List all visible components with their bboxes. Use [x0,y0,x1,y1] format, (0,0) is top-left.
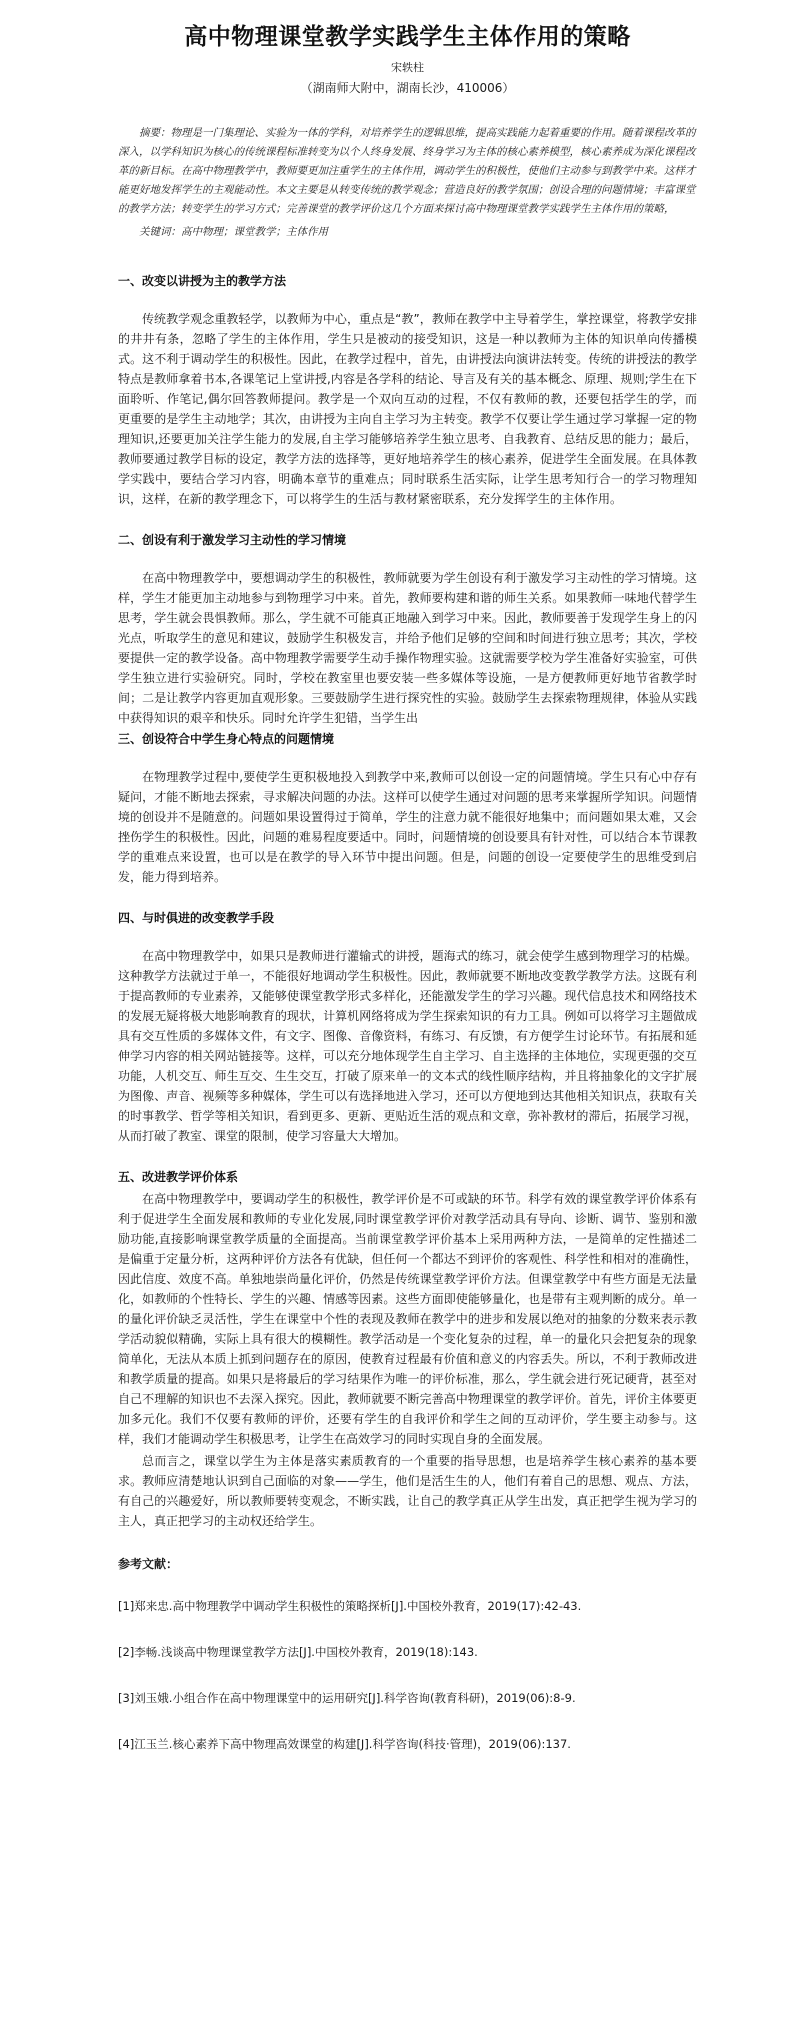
conclusion-paragraph: 总而言之，课堂以学生为主体是落实素质教育的一个重要的指导思想，也是培养学生核心素养的基本要求。教师应清楚地认识到自己面临的对象——学生，他们是活生生的人，他们有着自己的思想、观点、方法，有自己的兴趣爱好，所以教师要转变观念，不断实践，让自己的教学真正从学生出发，真正把学生视为学习的主人，真正把学习的主动权还给学生。 [118,1454,697,1528]
section-heading-4: 四、与时俱进的改变教学手段 [118,911,275,925]
section-3-paragraph: 在物理教学过程中,要使学生更积极地投入到教学中来,教师可以创设一定的问题情境。学生只有心中存有疑问，才能不断地去探索，寻求解决问题的办法。这样可以使学生通过对问题的思考来掌握所学知识。问题情境的创设并不是随意的。问题如果设置得过于简单，学生的注意力就不能很好地集中；而问题如果太难，又会挫伤学生的积极性。因此，问题的难易程度要适中。同时，问题情境的创设要具有针对性，可以结合本节课教学的重难点来设置，也可以是在教学的导入环节中提出问题。但是，问题的创设一定要使学生的思维受到启发，能力得到培养。 [118,770,697,884]
reference-item: [2]李畅.浅谈高中物理课堂教学方法[J].中国校外教育，2019(18):143. [118,1645,478,1659]
author-name: 宋轶柱 [391,61,424,74]
paper-title: 高中物理课堂教学实践学生主体作用的策略 [184,23,631,50]
section-5-paragraph: 在高中物理教学中，要调动学生的积极性，教学评价是不可或缺的环节。科学有效的课堂教学评价体系有利于促进学生全面发展和教师的专业化发展,同时课堂教学评价对教学活动具有导向、诊断、调节、鉴别和激励功能,直接影响课堂教学质量的全面提高。当前课堂教学评价基本上采用两种方法，一是简单的定性描述二是偏重于定量分析，这两种评价方法各有优缺，但任何一个都达不到评价的客观性、科学性和相对的准确性，因此信度、效度不高。单独地崇尚量化评价，仍然是传统课堂教学评价方法。但课堂教学中有些方面是无法量化，如教师的个性特长、学生的兴趣、情感等因素。这些方面即使能够量化，也是带有主观判断的成分。单一的量化评价缺乏灵活性，学生在课堂中个性的表现及教师在教学中的进步和发展以绝对的抽象的分数来表示教学活动貌似精确，实际上具有很大的模糊性。教学活动是一个变化复杂的过程，单一的量化只会把复杂的现象简单化，无法从本质上抓到问题存在的原因，使教育过程最有价值和意义的内容丢失。所以，不利于教师改进和教学质量的提高。如果只是将最后的学习结果作为唯一的评价标准，那么，学生就会进行死记硬背，甚至对自己不理解的知识也不去深入探究。因此，教师就要不断完善高中物理课堂的教学评价。首先，评价主体要更加多元化。我们不仅要有教师的评价，还要有学生的自我评价和学生之间的互动评价，学生要主动参与。这样，我们才能调动学生积极思考，让学生在高效学习的同时实现自身的全面发展。 [118,1192,697,1446]
reference-item: [4]江玉兰.核心素养下高中物理高效课堂的构建[J].科学咨询(科技·管理)，2019(06):137. [118,1737,571,1751]
section-1-paragraph: 传统教学观念重教轻学，以教师为中心，重点是“教”，教师在教学中主导着学生，掌控课堂，将教学安排的井井有条，忽略了学生的主体作用，学生只是被动的接受知识，这是一种以教师为主体的知识单向传播模式。这不利于调动学生的积极性。因此，在教学过程中，首先，由讲授法向演讲法转变。传统的讲授法的教学特点是教师拿着书本,各课笔记上堂讲授,内容是各学科的结论、导言及有关的基本概念、原理、规则;学生在下面聆听、作笔记,偶尔回答教师提问。教学是一个双向互动的过程，不仅有教师的教，还要包括学生的学，而更重要的是学生主动地学；其次，由讲授为主向自主学习为主转变。教学不仅要让学生通过学习掌握一定的物理知识,还要更加关注学生能力的发展,自主学习能够培养学生独立思考、自我教育、总结反思的能力；最后，教师要通过教学目标的设定，教学方法的选择等，更好地培养学生的核心素养，促进学生全面发展。在具体教学实践中，要结合学习内容，明确本章节的重难点；同时联系生活实际，让学生思考知行合一的学习物理知识，这样，在新的教学理念下，可以将学生的生活与教材紧密联系，充分发挥学生的主体作用。 [118,312,697,506]
section-heading-2: 二、创设有利于激发学习主动性的学习情境 [118,533,347,547]
abstract: 摘要：物理是一门集理论、实验为一体的学科，对培养学生的逻辑思维，提高实践能力起着重要的作用。随着课程改革的深入，以学科知识为核心的传统课程标准转变为以个人终身发展、终身学习为主体的核心素养模型，核心素养成为深化课程改革的新目标。在高中物理教学中，教师要更加注重学生的主体作用，调动学生的积极性，使他们主动参与到教学中来。这样才能更好地发挥学生的主观能动性。本文主要是从转变传统的教学观念；营造良好的教学氛围；创设合理的问题情境；丰富课堂的教学方法；转变学生的学习方式；完善课堂的教学评价这几个方面来探讨高中物理课堂教学实践学生主体作用的策略， [118,127,696,215]
section-heading-1: 一、改变以讲授为主的教学方法 [118,274,287,288]
references-heading: 参考文献： [118,1557,179,1571]
keywords: 关键词：高中物理；课堂教学；主体作用 [139,226,328,238]
section-2-paragraph: 在高中物理教学中，要想调动学生的积极性，教师就要为学生创设有利于激发学习主动性的学习情境。这样，学生才能更加主动地参与到物理学习中来。首先，教师要构建和谐的师生关系。如果教师一味地代替学生思考，学生就会畏惧教师。那么，学生就不可能真正地融入到学习中来。因此，教师要善于发现学生身上的闪光点，听取学生的意见和建议，鼓励学生积极发言，并给予他们足够的空间和时间进行独立思考；其次，学校要提供一定的教学设备。高中物理教学需要学生动手操作物理实验。这就需要学校为学生准备好实验室，可供学生独立进行实验研究。同时，学校在教室里也要安装一些多媒体等设施，一是方便教师更好地节省教学时间；二是让教学内容更加直观形象。三要鼓励学生进行探究性的实验。鼓励学生去探索物理规律，体验从实践中获得知识的艰辛和快乐。同时允许学生犯错，当学生出 [118,571,697,725]
section-4-paragraph: 在高中物理教学中，如果只是教师进行灌输式的讲授，题海式的练习，就会使学生感到物理学习的枯燥。这种教学方法就过于单一，不能很好地调动学生积极性。因此，教师就要不断地改变教学教学方法。这既有利于提高教师的专业素养，又能够使课堂教学形式多样化，还能激发学生的学习兴趣。现代信息技术和网络技术的发展无疑将极大地影响教育的现状，计算机网络将成为学生探索知识的有力工具。例如可以将学习主题做成具有交互性质的多媒体文件，有文字、图像、音像资料，有练习、有反馈，有方便学生讨论环节。有拓展和延伸学习内容的相关网站链接等。这样，可以充分地体现学生自主学习、自主选择的主体地位，实现更强的交互功能，人机交互、师生互交、生生交互，打破了原来单一的文本式的线性顺序结构，并且将抽象化的文字扩展为图像、声音、视频等多种媒体，学生可以有选择地进入学习，还可以方便地到达其他相关知识点，获取有关的时事教学、哲学等相关知识，看到更多、更新、更贴近生活的观点和文章，弥补教材的滞后，拓展学习视，从而打破了教室、课堂的限制，使学习容量大大增加。 [118,949,697,1143]
section-heading-3: 三、创设符合中学生身心特点的问题情境 [118,732,335,746]
reference-item: [3]刘玉娥.小组合作在高中物理课堂中的运用研究[J].科学咨询(教育科研)，2019(06):8-9. [118,1691,576,1705]
author-affiliation: （湖南师大附中，湖南长沙，410006） [300,81,515,95]
section-heading-5: 五、改进教学评价体系 [118,1170,239,1184]
reference-item: [1]郑来忠.高中物理教学中调动学生积极性的策略探析[J].中国校外教育，2019(17):42-43. [118,1599,582,1613]
